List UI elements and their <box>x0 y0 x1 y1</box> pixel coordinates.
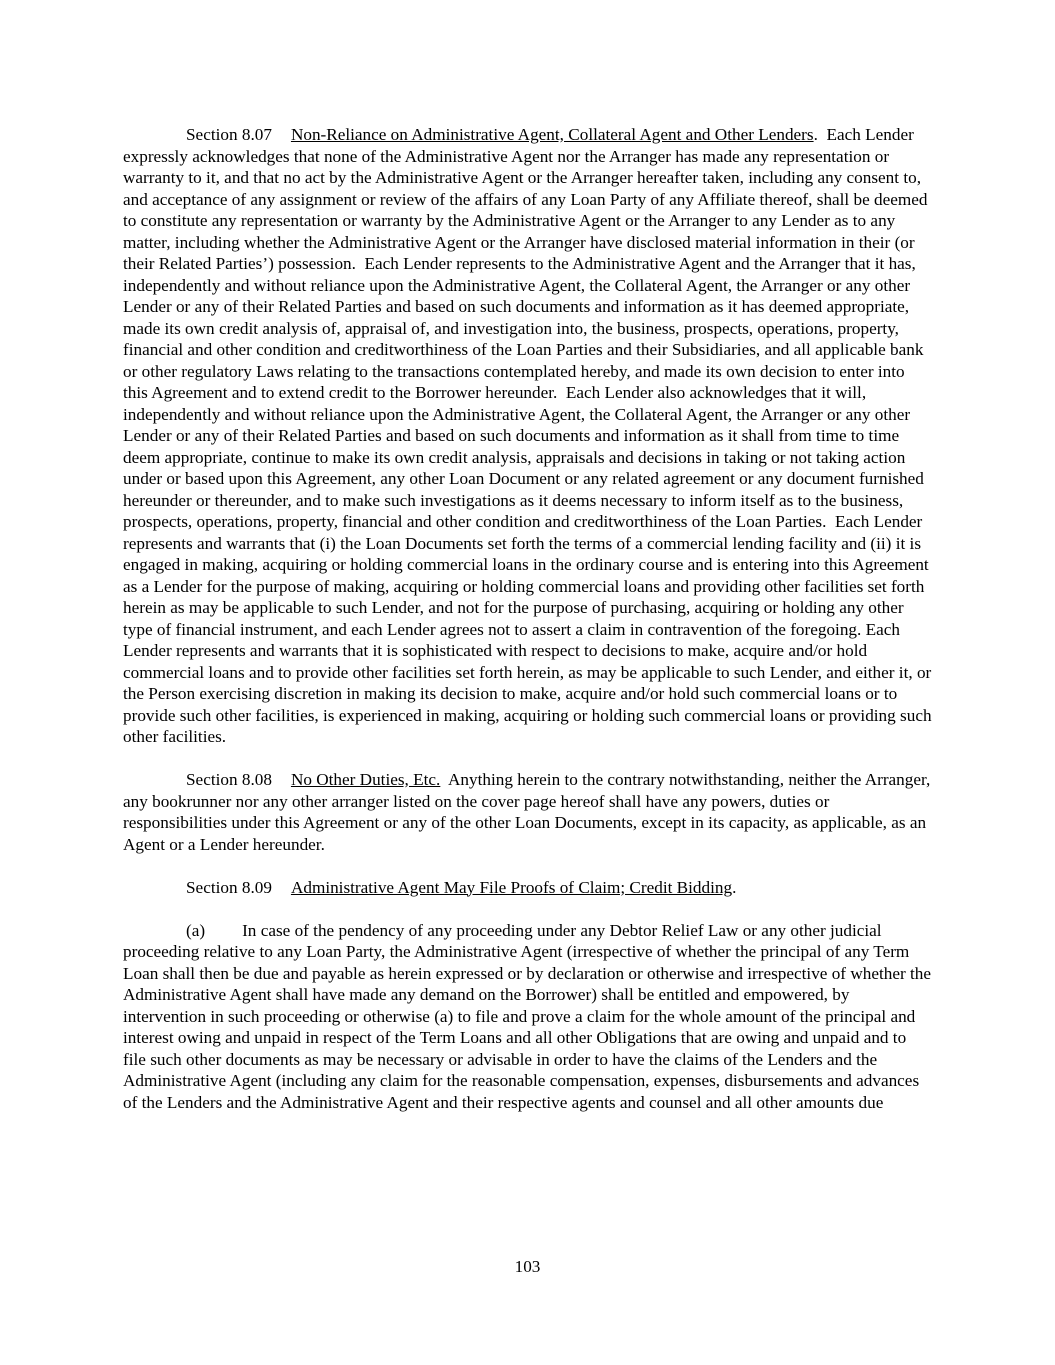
page-number: 103 <box>514 1257 541 1276</box>
section-heading: Administrative Agent May File Proofs of Claim; Credit Bidding <box>290 877 733 897</box>
paragraph-8-09-a <box>123 920 935 1114</box>
paragraph-section-8-09 <box>123 877 932 899</box>
heading-period: . <box>732 877 737 897</box>
section-number: Section 8.08 <box>186 770 272 789</box>
clause-label: (a) <box>186 920 206 940</box>
document-body <box>123 124 936 1113</box>
section-number: Section 8.09 <box>186 877 272 897</box>
paragraph-section-8-07 <box>123 124 936 748</box>
section-heading: No Other Duties, Etc. <box>290 770 441 789</box>
paragraph-section-8-08 <box>123 769 935 855</box>
section-number: Section 8.07 <box>186 125 272 144</box>
section-body: Anything herein to the contrary notwithstanding, neither the Arranger, any bookrunner nor any other arranger listed on the cover page hereof shall have any powers, duties or responsibilities under this Agreement or any of the other Loan Documents, except in its capacity, as applicable, as an Agent or a Lender hereunder. <box>123 770 935 854</box>
section-body: Each Lender expressly acknowledges that none of the Administrative Agent nor the Arranger has made any representation or warranty to it, and that no act by the Administrative Agent or the Arranger hereafter taken, including any consent to, and acceptance of any assignment or review of the affairs of any Loan Party of any Affiliate thereof, shall be deemed to constitute any representation or warranty by the Administrative Agent or the Arranger to any Lender as to any matter, including whether the Administrative Agent or the Arranger have disclosed material information in their (or their Related Parties’) possession. Each Lender represents to the Administrative Agent and the Arranger that it has, independently and without reliance upon the Administrative Agent, the Collateral Agent, the Arranger or any other Lender or any of their Related Parties and based on such documents and information as it has deemed appropriate, made its own credit analysis of, appraisal of, and investigation into, the business, prospects, operations, property, financial and other condition and creditworthiness of the Loan Parties and their Subsidiaries, and all applicable bank or other regulatory Laws relating to the transactions contemplated hereby, and made its own decision to enter into this Agreement and to extend credit to the Borrower hereunder. Each Lender also acknowledges that it will, independently and without reliance upon the Administrative Agent, the Collateral Agent, the Arranger or any other Lender or any of their Related Parties and based on such documents and information as it shall from time to time deem appropriate, continue to make its own credit analysis, appraisals and decisions in taking or not taking action under or based upon this Agreement, any other Loan Document or any related agreement or any document furnished hereunder or thereunder, and to make such investigations as it deems necessary to inform itself as to the business, prospects, operations, property, financial and other condition and creditworthiness of the Loan Parties. Each Lender represents and warrants that (i) the Loan Documents set forth the terms of a commercial lending facility and (ii) it is engaged in making, acquiring or holding commercial loans in the ordinary course and is entering into this Agreement as a Lender for the purpose of making, acquiring or holding commercial loans and providing other facilities set forth herein as may be applicable to such Lender, and not for the purpose of purchasing, acquiring or holding any other type of financial instrument, and each Lender agrees not to assert a claim in contravention of the foregoing. Each Lender represents and warrants that it is sophisticated with respect to decisions to make, acquire and/or hold commercial loans and to provide other facilities set forth herein, as may be applicable to such Lender, and either it, or the Person exercising discretion in making its decision to make, acquire and/or hold such commercial loans or to provide such other facilities, is experienced in making, acquiring or holding such commercial loans or providing such other facilities. <box>123 125 936 746</box>
clause-body: In case of the pendency of any proceeding under any Debtor Relief Law or any other judicial proceeding relative to any Loan Party, the Administrative Agent (irrespective of whether the principal of any Term Loan shall then be due and payable as herein expressed or by declaration or otherwise and irrespective of whether the Administrative Agent shall have made any demand on the Borrower) shall be entitled and empowered, by intervention in such proceeding or otherwise (a) to file and prove a claim for the whole amount of the principal and interest owing and unpaid in respect of the Term Loans and all other Obligations that are owing and unpaid and to file such other documents as may be necessary or advisable in order to have the claims of the Lenders and the Administrative Agent (including any claim for the reasonable compensation, expenses, disbursements and advances of the Lenders and the Administrative Agent and their respective agents and counsel and all other amounts due <box>123 920 935 1112</box>
heading-period: . <box>813 125 818 144</box>
section-heading: Non-Reliance on Administrative Agent, Collateral Agent and Other Lenders <box>290 125 814 144</box>
